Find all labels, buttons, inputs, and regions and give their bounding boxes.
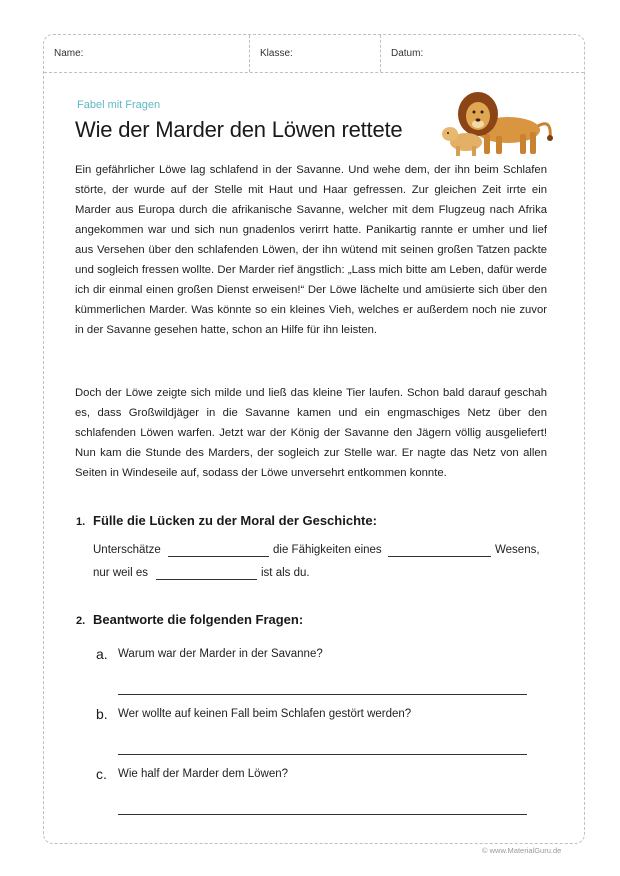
answer-line-c[interactable] — [118, 814, 527, 815]
copyright-footer: © www.MaterialGuru.de — [482, 846, 562, 855]
student-info-header — [44, 35, 584, 73]
name-field[interactable] — [44, 35, 249, 72]
lion-and-lioness-image — [438, 88, 556, 156]
question-a-text: Warum war der Marder in der Savanne? — [118, 648, 323, 660]
moral-blank-3[interactable] — [156, 579, 257, 580]
question-a-letter: a. — [96, 646, 108, 662]
class-field[interactable] — [249, 35, 380, 72]
question-b-letter: b. — [96, 706, 108, 722]
date-field[interactable] — [380, 35, 584, 72]
class-label: Klasse: — [260, 48, 293, 59]
question-b-text: Wer wollte auf keinen Fall beim Schlafen gestört werden? — [118, 708, 412, 720]
moral-text-4: nur weil es — [93, 567, 148, 579]
moral-text-2: die Fähigkeiten eines — [273, 544, 382, 556]
question-c-text: Wie half der Marder dem Löwen? — [118, 768, 289, 780]
date-label: Datum: — [391, 48, 424, 59]
moral-blank-2[interactable] — [388, 556, 491, 557]
moral-blank-1[interactable] — [168, 556, 269, 557]
name-label: Name: — [54, 48, 84, 59]
question-c-letter: c. — [96, 766, 107, 782]
moral-text-3: Wesens, — [495, 544, 540, 556]
task-2-title: Beantworte die folgenden Fragen: — [93, 612, 304, 627]
moral-text-5: ist als du. — [261, 567, 310, 579]
story-paragraph-2: Doch der Löwe zeigte sich milde und ließ das kleine Tier laufen. Schon bald darauf geschah es, dass Großwildjäger in die Savanne kamen und ein engmaschiges Netz über den schlafenden Löwen warfen. Jetzt war der König der Savanne den Jägern völlig ausgeliefert! Nun kam die Stunde des Marders, der sogleich zur Stelle war. Er nagte das Netz von allen Seiten in Windeseile auf, sodass der Löwe unversehrt entkommen konnte. — [75, 387, 547, 479]
worksheet-title: Wie der Marder den Löwen rettete — [75, 117, 403, 142]
task-2-number: 2. — [76, 615, 86, 627]
task-1-number: 1. — [76, 516, 86, 528]
task-1-title: Fülle die Lücken zu der Moral der Geschichte: — [93, 513, 377, 528]
answer-line-b[interactable] — [118, 754, 527, 755]
answer-line-a[interactable] — [118, 694, 527, 695]
story-paragraph-1: Ein gefährlicher Löwe lag schlafend in der Savanne. Und wehe dem, der ihn beim Schlafen störte, der wurde auf der Stelle mit Haut und Haar gefressen. Zur gleichen Zeit irrte ein Marder aus Europa durch die afrikanische Savanne, welcher mit dem Flugzeug nach Afrika angekommen war und sich nun gnadenlos verirrt hatte. Panikartig rannte er umher und lief aus Versehen über den schlafenden Löwen, der ihn wütend mit seinen großen Tatzen packte und sogleich fressen wollte. Der Marder rief ängstlich: „Lass mich bitte am Leben, dafür werde ich dir einmal einen großen Dienst erweisen!“ Der Löwe lächelte und amüsierte sich über den kümmerlichen Marder. Was könnte so ein kleines Vieh, welches er außerdem noch nie zuvor in der Savanne gesehen hatte, schon an Hilfe für ihn leisten. — [75, 164, 547, 336]
moral-text-1: Unterschätze — [93, 544, 161, 556]
worksheet-subtitle: Fabel mit Fragen — [77, 99, 161, 111]
